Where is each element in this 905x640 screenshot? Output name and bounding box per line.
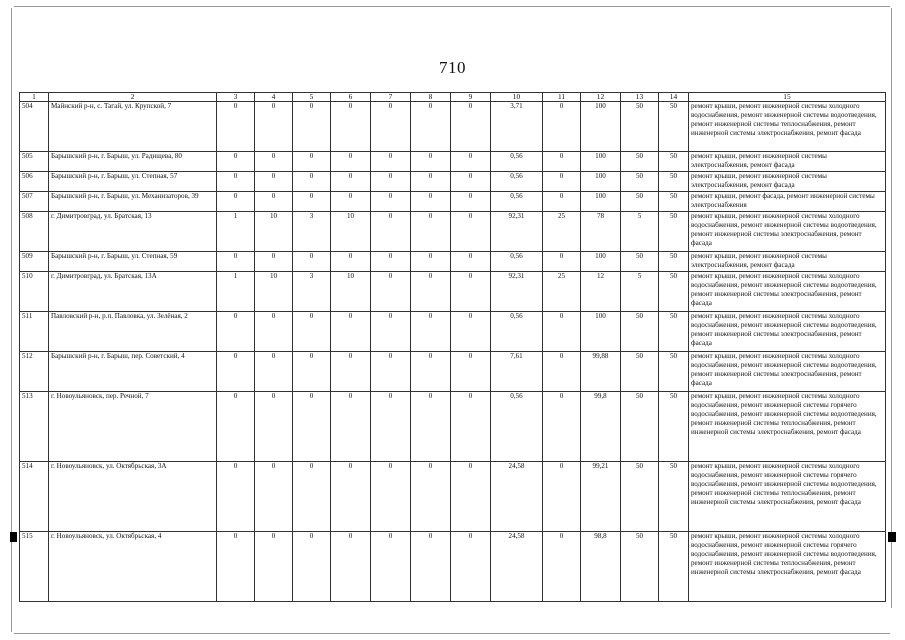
value-cell-c4: 0 — [255, 192, 293, 212]
col-header: 7 — [371, 93, 411, 102]
works-cell: ремонт крыши, ремонт инженерной системы холодного водоснабжения, ремонт инженерной системы водоотведения, ремонт инженерной системы электроснабжения, ремонт фасада — [689, 212, 886, 252]
value-cell-c10: 92,31 — [491, 272, 543, 312]
address-cell: г. Новоульяновск, ул. Октябрьская, 3А — [49, 462, 217, 532]
value-cell-c10: 0,56 — [491, 192, 543, 212]
value-cell-c6: 0 — [331, 252, 371, 272]
value-cell-c13: 50 — [621, 462, 659, 532]
value-cell-c3: 1 — [217, 272, 255, 312]
value-cell-c6: 0 — [331, 392, 371, 462]
value-cell-c6: 10 — [331, 272, 371, 312]
scan-top-edge — [14, 6, 890, 7]
value-cell-c4: 10 — [255, 272, 293, 312]
works-cell: ремонт крыши, ремонт инженерной системы холодного водоснабжения, ремонт инженерной системы горячего водоснабжения, ремонт инженерной системы водоотведения, ремонт инженерной системы теплоснабжения, ремонт инженерной системы электроснабжения, ремонт фасада — [689, 392, 886, 462]
row-number: 504 — [20, 102, 49, 152]
value-cell-c12: 99,8 — [581, 392, 621, 462]
value-cell-c7: 0 — [371, 152, 411, 172]
value-cell-c9: 0 — [451, 462, 491, 532]
row-number: 505 — [20, 152, 49, 172]
value-cell-c7: 0 — [371, 392, 411, 462]
value-cell-c4: 0 — [255, 532, 293, 602]
row-number: 511 — [20, 312, 49, 352]
works-cell: ремонт крыши, ремонт инженерной системы холодного водоснабжения, ремонт инженерной системы водоотведения, ремонт инженерной системы теплоснабжения, ремонт инженерной системы электроснабжения, ремонт фасада — [689, 102, 886, 152]
value-cell-c14: 50 — [659, 152, 689, 172]
address-cell: г. Димитровград, ул. Братская, 13 — [49, 212, 217, 252]
value-cell-c8: 0 — [411, 102, 451, 152]
value-cell-c13: 50 — [621, 172, 659, 192]
value-cell-c14: 50 — [659, 102, 689, 152]
value-cell-c14: 50 — [659, 172, 689, 192]
row-number: 512 — [20, 352, 49, 392]
value-cell-c9: 0 — [451, 532, 491, 602]
table-row — [20, 252, 886, 272]
value-cell-c6: 0 — [331, 102, 371, 152]
value-cell-c3: 0 — [217, 312, 255, 352]
value-cell-c13: 50 — [621, 312, 659, 352]
value-cell-c12: 98,8 — [581, 532, 621, 602]
value-cell-c5: 3 — [293, 212, 331, 252]
value-cell-c13: 50 — [621, 252, 659, 272]
address-cell: Барышский р-н, г. Барыш, ул. Механизаторов, 39 — [49, 192, 217, 212]
value-cell-c13: 50 — [621, 392, 659, 462]
page-number: 710 — [439, 58, 466, 77]
scan-right-edge — [891, 8, 892, 608]
value-cell-c9: 0 — [451, 352, 491, 392]
value-cell-c7: 0 — [371, 252, 411, 272]
value-cell-c3: 0 — [217, 102, 255, 152]
value-cell-c12: 99,21 — [581, 462, 621, 532]
header-row — [20, 93, 886, 102]
col-header: 8 — [411, 93, 451, 102]
row-number: 509 — [20, 252, 49, 272]
value-cell-c4: 0 — [255, 392, 293, 462]
value-cell-c9: 0 — [451, 102, 491, 152]
value-cell-c13: 50 — [621, 352, 659, 392]
value-cell-c4: 0 — [255, 102, 293, 152]
value-cell-c3: 0 — [217, 172, 255, 192]
value-cell-c14: 50 — [659, 352, 689, 392]
value-cell-c4: 0 — [255, 312, 293, 352]
value-cell-c6: 0 — [331, 172, 371, 192]
value-cell-c14: 50 — [659, 312, 689, 352]
value-cell-c9: 0 — [451, 312, 491, 352]
value-cell-c10: 0,56 — [491, 252, 543, 272]
value-cell-c7: 0 — [371, 352, 411, 392]
value-cell-c6: 10 — [331, 212, 371, 252]
table-row — [20, 152, 886, 172]
value-cell-c7: 0 — [371, 212, 411, 252]
value-cell-c4: 10 — [255, 212, 293, 252]
value-cell-c8: 0 — [411, 212, 451, 252]
value-cell-c13: 50 — [621, 192, 659, 212]
col-header: 14 — [659, 93, 689, 102]
value-cell-c5: 3 — [293, 272, 331, 312]
value-cell-c13: 5 — [621, 272, 659, 312]
value-cell-c5: 0 — [293, 172, 331, 192]
col-header: 11 — [543, 93, 581, 102]
value-cell-c7: 0 — [371, 312, 411, 352]
value-cell-c7: 0 — [371, 462, 411, 532]
value-cell-c7: 0 — [371, 192, 411, 212]
col-header: 5 — [293, 93, 331, 102]
value-cell-c12: 12 — [581, 272, 621, 312]
value-cell-c11: 0 — [543, 462, 581, 532]
address-cell: г. Новоульяновск, ул. Октябрьская, 4 — [49, 532, 217, 602]
value-cell-c5: 0 — [293, 392, 331, 462]
value-cell-c14: 50 — [659, 252, 689, 272]
table-row — [20, 352, 886, 392]
table-row — [20, 102, 886, 152]
value-cell-c11: 0 — [543, 152, 581, 172]
value-cell-c13: 5 — [621, 212, 659, 252]
value-cell-c14: 50 — [659, 532, 689, 602]
value-cell-c5: 0 — [293, 102, 331, 152]
value-cell-c8: 0 — [411, 252, 451, 272]
value-cell-c12: 100 — [581, 172, 621, 192]
value-cell-c9: 0 — [451, 172, 491, 192]
table-row — [20, 532, 886, 602]
col-header: 13 — [621, 93, 659, 102]
works-cell: ремонт крыши, ремонт инженерной системы электроснабжения, ремонт фасада — [689, 172, 886, 192]
value-cell-c10: 3,71 — [491, 102, 543, 152]
value-cell-c3: 0 — [217, 532, 255, 602]
value-cell-c3: 0 — [217, 462, 255, 532]
row-number: 506 — [20, 172, 49, 192]
works-cell: ремонт крыши, ремонт фасада, ремонт инженерной системы электроснабжения — [689, 192, 886, 212]
value-cell-c12: 78 — [581, 212, 621, 252]
value-cell-c6: 0 — [331, 152, 371, 172]
value-cell-c13: 50 — [621, 532, 659, 602]
value-cell-c10: 7,61 — [491, 352, 543, 392]
value-cell-c10: 24,58 — [491, 462, 543, 532]
value-cell-c14: 50 — [659, 192, 689, 212]
row-number: 514 — [20, 462, 49, 532]
value-cell-c10: 0,56 — [491, 152, 543, 172]
value-cell-c10: 0,56 — [491, 312, 543, 352]
value-cell-c7: 0 — [371, 532, 411, 602]
scan-bottom-edge — [14, 633, 890, 634]
value-cell-c9: 0 — [451, 212, 491, 252]
col-header: 1 — [20, 93, 49, 102]
value-cell-c9: 0 — [451, 152, 491, 172]
value-cell-c11: 0 — [543, 532, 581, 602]
col-header: 4 — [255, 93, 293, 102]
value-cell-c3: 0 — [217, 152, 255, 172]
register-table — [19, 92, 886, 602]
value-cell-c8: 0 — [411, 532, 451, 602]
address-cell: Барышский р-н, г. Барыш, ул. Радищева, 80 — [49, 152, 217, 172]
works-cell: ремонт крыши, ремонт инженерной системы холодного водоснабжения, ремонт инженерной системы водоотведения, ремонт инженерной системы электроснабжения, ремонт фасада — [689, 312, 886, 352]
value-cell-c12: 100 — [581, 252, 621, 272]
value-cell-c9: 0 — [451, 252, 491, 272]
table-row — [20, 462, 886, 532]
value-cell-c7: 0 — [371, 172, 411, 192]
value-cell-c5: 0 — [293, 462, 331, 532]
value-cell-c14: 50 — [659, 212, 689, 252]
value-cell-c9: 0 — [451, 392, 491, 462]
value-cell-c5: 0 — [293, 152, 331, 172]
table-row — [20, 172, 886, 192]
value-cell-c5: 0 — [293, 252, 331, 272]
table-row — [20, 312, 886, 352]
value-cell-c11: 0 — [543, 392, 581, 462]
value-cell-c9: 0 — [451, 192, 491, 212]
value-cell-c12: 99,88 — [581, 352, 621, 392]
value-cell-c13: 50 — [621, 152, 659, 172]
table-row — [20, 192, 886, 212]
value-cell-c5: 0 — [293, 352, 331, 392]
value-cell-c3: 0 — [217, 252, 255, 272]
value-cell-c11: 25 — [543, 272, 581, 312]
value-cell-c12: 100 — [581, 152, 621, 172]
works-cell: ремонт крыши, ремонт инженерной системы холодного водоснабжения, ремонт инженерной системы водоотведения, ремонт инженерной системы электроснабжения, ремонт фасада — [689, 272, 886, 312]
value-cell-c8: 0 — [411, 192, 451, 212]
value-cell-c14: 50 — [659, 392, 689, 462]
value-cell-c11: 0 — [543, 192, 581, 212]
value-cell-c14: 50 — [659, 462, 689, 532]
address-cell: г. Новоульяновск, пер. Речной, 7 — [49, 392, 217, 462]
value-cell-c10: 92,31 — [491, 212, 543, 252]
col-header: 9 — [451, 93, 491, 102]
value-cell-c6: 0 — [331, 532, 371, 602]
value-cell-c11: 0 — [543, 312, 581, 352]
value-cell-c3: 0 — [217, 352, 255, 392]
value-cell-c4: 0 — [255, 172, 293, 192]
value-cell-c8: 0 — [411, 352, 451, 392]
value-cell-c7: 0 — [371, 272, 411, 312]
col-header: 12 — [581, 93, 621, 102]
value-cell-c8: 0 — [411, 152, 451, 172]
value-cell-c6: 0 — [331, 352, 371, 392]
table-row — [20, 392, 886, 462]
value-cell-c11: 25 — [543, 212, 581, 252]
value-cell-c6: 0 — [331, 462, 371, 532]
value-cell-c6: 0 — [331, 192, 371, 212]
value-cell-c13: 50 — [621, 102, 659, 152]
value-cell-c10: 0,56 — [491, 172, 543, 192]
works-cell: ремонт крыши, ремонт инженерной системы холодного водоснабжения, ремонт инженерной системы горячего водоснабжения, ремонт инженерной системы водоотведения, ремонт инженерной системы теплоснабжения, ремонт инженерной системы электроснабжения, ремонт фасада — [689, 462, 886, 532]
value-cell-c4: 0 — [255, 152, 293, 172]
address-cell: Барышский р-н, г. Барыш, ул. Степная, 57 — [49, 172, 217, 192]
value-cell-c14: 50 — [659, 272, 689, 312]
table-row — [20, 272, 886, 312]
col-header: 10 — [491, 93, 543, 102]
col-header: 15 — [689, 93, 886, 102]
value-cell-c8: 0 — [411, 462, 451, 532]
works-cell: ремонт крыши, ремонт инженерной системы холодного водоснабжения, ремонт инженерной системы горячего водоснабжения, ремонт инженерной системы водоотведения, ремонт инженерной системы теплоснабжения, ремонт инженерной системы электроснабжения, ремонт фасада — [689, 532, 886, 602]
works-cell: ремонт крыши, ремонт инженерной системы электроснабжения, ремонт фасада — [689, 152, 886, 172]
value-cell-c9: 0 — [451, 272, 491, 312]
scan-marker-left — [10, 532, 17, 542]
value-cell-c12: 100 — [581, 102, 621, 152]
value-cell-c11: 0 — [543, 352, 581, 392]
value-cell-c8: 0 — [411, 392, 451, 462]
row-number: 507 — [20, 192, 49, 212]
value-cell-c12: 100 — [581, 312, 621, 352]
value-cell-c11: 0 — [543, 252, 581, 272]
row-number: 513 — [20, 392, 49, 462]
value-cell-c8: 0 — [411, 312, 451, 352]
value-cell-c3: 1 — [217, 212, 255, 252]
row-number: 508 — [20, 212, 49, 252]
value-cell-c11: 0 — [543, 172, 581, 192]
address-cell: Барышский р-н, г. Барыш, ул. Степная, 59 — [49, 252, 217, 272]
scan-marker-right — [888, 532, 896, 542]
value-cell-c10: 24,58 — [491, 532, 543, 602]
value-cell-c6: 0 — [331, 312, 371, 352]
value-cell-c5: 0 — [293, 312, 331, 352]
value-cell-c4: 0 — [255, 352, 293, 392]
value-cell-c10: 0,56 — [491, 392, 543, 462]
row-number: 510 — [20, 272, 49, 312]
address-cell: г. Димитровград, ул. Братская, 13А — [49, 272, 217, 312]
row-number: 515 — [20, 532, 49, 602]
col-header: 3 — [217, 93, 255, 102]
table-row — [20, 212, 886, 252]
value-cell-c5: 0 — [293, 532, 331, 602]
value-cell-c11: 0 — [543, 102, 581, 152]
col-header: 2 — [49, 93, 217, 102]
value-cell-c3: 0 — [217, 392, 255, 462]
address-cell: Павловский р-н, р.п. Павловка, ул. Зелёная, 2 — [49, 312, 217, 352]
value-cell-c4: 0 — [255, 462, 293, 532]
value-cell-c12: 100 — [581, 192, 621, 212]
value-cell-c8: 0 — [411, 272, 451, 312]
address-cell: Барышский р-н, г. Барыш, пер. Советский, 4 — [49, 352, 217, 392]
value-cell-c7: 0 — [371, 102, 411, 152]
works-cell: ремонт крыши, ремонт инженерной системы электроснабжения, ремонт фасада — [689, 252, 886, 272]
value-cell-c5: 0 — [293, 192, 331, 212]
col-header: 6 — [331, 93, 371, 102]
address-cell: Майнский р-н, с. Тагай, ул. Крупской, 7 — [49, 102, 217, 152]
works-cell: ремонт крыши, ремонт инженерной системы холодного водоснабжения, ремонт инженерной системы водоотведения, ремонт инженерной системы электроснабжения, ремонт фасада — [689, 352, 886, 392]
value-cell-c8: 0 — [411, 172, 451, 192]
value-cell-c4: 0 — [255, 252, 293, 272]
value-cell-c3: 0 — [217, 192, 255, 212]
